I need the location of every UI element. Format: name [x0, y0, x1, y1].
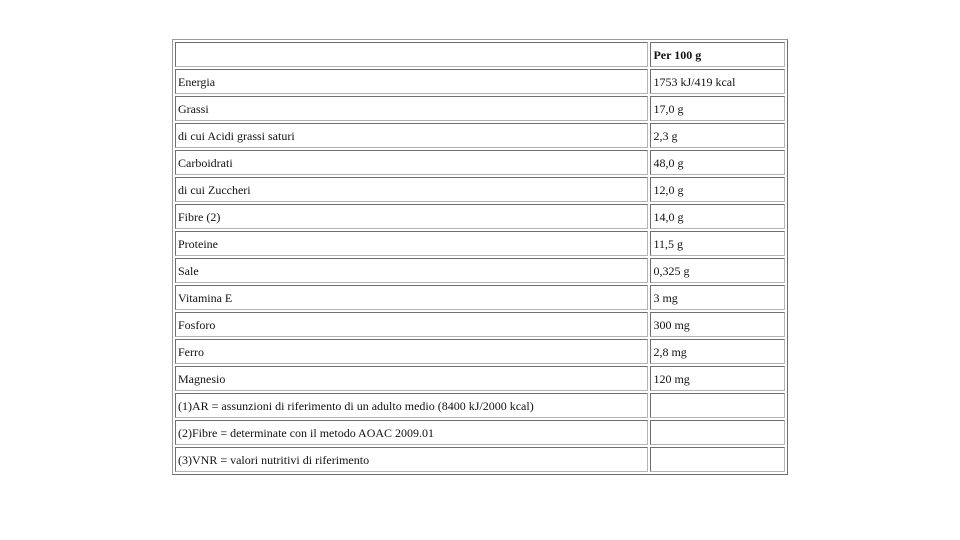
table-row [175, 177, 785, 202]
header-per-100g-cell: Per 100 g [650, 42, 785, 67]
table-row [175, 96, 785, 121]
footnote-row [175, 420, 785, 445]
nutrient-value: 1753 kJ/419 kcal [650, 69, 785, 94]
nutrient-label: Proteine [175, 231, 648, 256]
nutrient-value: 3 mg [650, 285, 785, 310]
footnote-row [175, 447, 785, 472]
nutrient-value: 120 mg [650, 366, 785, 391]
nutrient-value: 12,0 g [650, 177, 785, 202]
nutrition-table [172, 39, 788, 475]
table-header-row [175, 42, 785, 67]
table-row [175, 69, 785, 94]
nutrient-value: 300 mg [650, 312, 785, 337]
nutrient-value: 17,0 g [650, 96, 785, 121]
footnote-row [175, 393, 785, 418]
header-label-cell [175, 42, 648, 67]
nutrient-value: 2,3 g [650, 123, 785, 148]
nutrient-label: Fibre (2) [175, 204, 648, 229]
nutrient-label: Ferro [175, 339, 648, 364]
nutrient-value: 11,5 g [650, 231, 785, 256]
table-row [175, 258, 785, 283]
nutrient-label: di cui Acidi grassi saturi [175, 123, 648, 148]
footnote-text: (1)AR = assunzioni di riferimento di un adulto medio (8400 kJ/2000 kcal) [175, 393, 648, 418]
table-row [175, 339, 785, 364]
nutrient-label: Energia [175, 69, 648, 94]
table-row [175, 150, 785, 175]
table-row [175, 123, 785, 148]
footnote-value [650, 447, 785, 472]
nutrient-label: Magnesio [175, 366, 648, 391]
nutrient-label: Fosforo [175, 312, 648, 337]
nutrient-label: Sale [175, 258, 648, 283]
table-row [175, 366, 785, 391]
nutrient-label: di cui Zuccheri [175, 177, 648, 202]
footnote-text: (3)VNR = valori nutritivi di riferimento [175, 447, 648, 472]
footnote-value [650, 393, 785, 418]
nutrient-value: 14,0 g [650, 204, 785, 229]
nutrient-label: Vitamina E [175, 285, 648, 310]
table-row [175, 204, 785, 229]
nutrient-value: 2,8 mg [650, 339, 785, 364]
footnote-text: (2)Fibre = determinate con il metodo AOAC 2009.01 [175, 420, 648, 445]
nutrient-label: Grassi [175, 96, 648, 121]
nutrient-value: 0,325 g [650, 258, 785, 283]
table-row [175, 231, 785, 256]
table-row [175, 312, 785, 337]
footnote-value [650, 420, 785, 445]
nutrient-value: 48,0 g [650, 150, 785, 175]
nutrient-label: Carboidrati [175, 150, 648, 175]
table-row [175, 285, 785, 310]
